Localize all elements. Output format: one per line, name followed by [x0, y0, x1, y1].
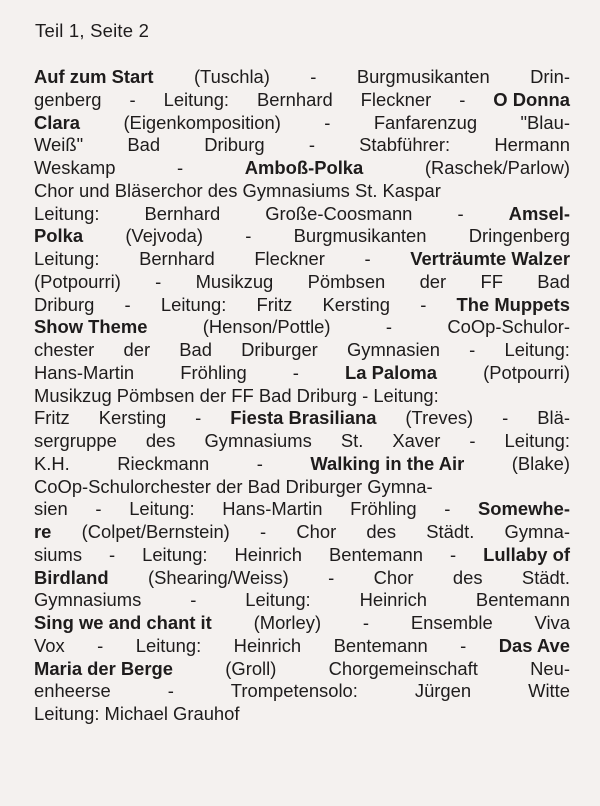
text-segment: Chor — [373, 566, 414, 588]
text-segment: Driburger — [241, 339, 318, 360]
text-segment: Hermann — [494, 134, 570, 156]
text-segment: Neu- — [530, 657, 570, 679]
text-segment: Driburg — [204, 134, 265, 156]
text-segment: Vox — [34, 634, 65, 656]
text-segment: Dringenberg — [468, 225, 570, 247]
text-line — [34, 521, 570, 544]
text-segment: Leitung: — [245, 589, 311, 611]
text-segment: Xaver — [392, 430, 441, 451]
text-segment: Hans-Martin — [222, 498, 323, 520]
text-segment: Weskamp — [34, 157, 116, 178]
text-segment: (Potpourri) — [483, 361, 570, 383]
text-segment: - — [260, 521, 267, 542]
song-title: Fiesta Brasiliana — [230, 407, 377, 429]
text-segment: Drin- — [530, 66, 570, 87]
text-segment: Musikzug Pömbsen der FF Bad Driburg - Leitung: — [34, 384, 439, 406]
text-segment: (Shearing/Weiss) — [147, 566, 289, 588]
text-line — [34, 635, 570, 658]
text-segment: Ensemble — [410, 612, 493, 633]
text-segment: "Blau- — [520, 111, 570, 133]
song-title: Polka — [34, 225, 84, 247]
text-segment: - — [256, 452, 263, 474]
song-title: Amsel- — [508, 202, 570, 224]
text-segment: (Colpet/Bernstein) — [81, 521, 230, 542]
song-title: Auf zum Start — [34, 66, 154, 87]
text-segment: Bad — [537, 270, 570, 292]
text-segment: CoOp-Schulor- — [447, 316, 570, 338]
text-segment: siums — [34, 543, 83, 565]
text-line — [34, 134, 570, 157]
text-segment: Städt. — [521, 566, 570, 588]
text-segment: des — [366, 521, 397, 542]
text-segment: - — [167, 680, 174, 702]
text-segment: sergruppe — [34, 430, 117, 451]
text-segment: Driburg — [34, 293, 95, 315]
text-segment: (Treves) — [405, 407, 474, 429]
text-line — [34, 271, 570, 294]
text-segment: Fanfarenzug — [373, 111, 478, 133]
song-title: Birdland — [34, 566, 109, 588]
text-line — [34, 453, 570, 476]
text-segment: - — [195, 407, 202, 429]
text-segment: Fröhling — [180, 361, 247, 383]
text-segment: Pömbsen — [307, 270, 386, 292]
text-segment: - — [177, 157, 184, 178]
text-segment: Witte — [528, 680, 570, 702]
text-segment: Chorgemeinschaft — [328, 657, 478, 679]
text-segment: Gymnasiums — [34, 589, 142, 611]
text-line — [34, 339, 570, 362]
text-segment: (Blake) — [511, 452, 570, 474]
text-line — [34, 294, 570, 317]
text-segment: - — [109, 543, 116, 565]
text-segment: Gymnasiums — [204, 430, 312, 451]
text-segment: Große-Coosmann — [265, 202, 413, 224]
text-line — [34, 112, 570, 135]
text-segment: Leitung: Michael Grauhof — [34, 703, 240, 724]
text-segment: - — [444, 498, 451, 520]
text-segment: - — [502, 407, 509, 429]
text-segment: - — [457, 202, 464, 224]
text-segment: Leitung: — [160, 293, 227, 315]
text-line — [34, 589, 570, 612]
text-segment: Kersting — [322, 293, 390, 315]
text-segment: - — [450, 543, 457, 565]
song-title: Verträumte Walzer — [410, 248, 570, 269]
text-segment: - — [469, 339, 476, 360]
text-segment: Bentemann — [475, 589, 570, 611]
text-segment: Heinrich — [359, 589, 428, 611]
text-line — [34, 385, 570, 408]
text-segment: Leitung: — [135, 634, 202, 656]
text-segment: Leitung: — [34, 248, 100, 269]
program-text — [34, 66, 570, 726]
text-segment: (Potpourri) — [34, 270, 121, 292]
text-segment: (Tuschla) — [193, 66, 270, 87]
song-title: Sing we and chant it — [34, 612, 212, 633]
text-segment: - — [469, 430, 476, 451]
text-segment: - — [124, 293, 131, 315]
page-header: Teil 1, Seite 2 — [35, 20, 150, 41]
text-line — [34, 703, 570, 726]
text-line — [34, 680, 570, 703]
text-line — [34, 658, 570, 681]
song-title: re — [34, 521, 52, 542]
text-segment: Hans-Martin — [34, 361, 135, 383]
text-segment: - — [460, 634, 467, 656]
text-segment: Heinrich — [234, 543, 302, 565]
text-segment: Leitung: — [142, 543, 208, 565]
text-segment: Bad — [127, 134, 161, 156]
song-title: Lullaby of — [483, 543, 570, 565]
text-line — [34, 316, 570, 339]
text-segment: Bernhard — [144, 202, 221, 224]
text-segment: Fritz — [34, 407, 70, 429]
text-segment: Stabführer: — [359, 134, 451, 156]
text-segment: Weiß" — [34, 134, 84, 156]
text-segment: Burgmusikanten — [356, 66, 490, 87]
text-segment: Viva — [534, 612, 570, 633]
text-segment: Bad — [179, 339, 212, 360]
text-line — [34, 157, 570, 180]
text-segment: Gymna- — [504, 521, 570, 542]
text-segment: St. — [340, 430, 364, 451]
text-segment: - — [362, 612, 370, 633]
text-segment: Jürgen — [414, 680, 472, 702]
song-title: Walking in the Air — [310, 452, 465, 474]
text-line — [34, 430, 570, 453]
text-segment: - — [385, 316, 392, 338]
text-line — [34, 203, 570, 226]
text-segment: Fritz — [256, 293, 293, 315]
song-title: Somewhe- — [478, 498, 570, 520]
text-segment: Leitung: — [504, 430, 570, 451]
text-segment: (Henson/Pottle) — [202, 316, 331, 338]
text-segment: Fröhling — [350, 498, 417, 520]
song-title: O Donna — [493, 88, 570, 110]
text-segment: - — [97, 634, 104, 656]
text-segment: (Morley) — [253, 612, 322, 633]
song-title: Das Ave — [498, 634, 570, 656]
song-title: Clara — [34, 111, 81, 133]
text-segment: FF — [480, 270, 503, 292]
text-segment: - — [310, 66, 317, 87]
text-segment: Rieckmann — [117, 452, 210, 474]
text-line — [34, 362, 570, 385]
text-line — [34, 89, 570, 112]
text-segment: - — [308, 134, 315, 156]
text-line — [34, 66, 570, 89]
text-segment: genberg — [34, 88, 102, 110]
song-title: La Paloma — [345, 361, 438, 383]
text-segment: K.H. — [34, 452, 70, 474]
text-segment: Chor und Bläserchor des Gymnasiums St. Kaspar — [34, 179, 441, 201]
text-line — [34, 476, 570, 499]
text-segment: Gymnasien — [346, 339, 440, 360]
text-segment: CoOp-Schulorchester der Bad Driburger Gymna- — [34, 475, 433, 497]
text-segment: Heinrich — [233, 634, 302, 656]
text-segment: des — [452, 566, 483, 588]
text-segment: Chor — [296, 521, 337, 542]
text-segment: Leitung: — [34, 202, 100, 224]
text-segment: Trompetensolo: — [230, 680, 358, 702]
text-segment: Leitung: — [163, 88, 230, 110]
text-segment: - — [364, 248, 371, 269]
text-line — [34, 180, 570, 203]
text-segment: Kersting — [98, 407, 167, 429]
text-segment: - — [190, 589, 197, 611]
song-title: The Muppets — [456, 293, 570, 315]
text-segment: - — [95, 498, 102, 520]
text-segment: (Groll) — [225, 657, 277, 679]
text-line — [34, 567, 570, 590]
text-segment: Blä- — [537, 407, 570, 429]
text-segment: chester — [34, 339, 95, 360]
text-segment: Fleckner — [360, 88, 432, 110]
text-segment: Fleckner — [254, 248, 325, 269]
text-segment: - — [328, 566, 335, 588]
text-segment: (Eigenkomposition) — [123, 111, 281, 133]
text-segment: - — [420, 293, 427, 315]
text-segment: der — [419, 270, 447, 292]
text-segment: Bentemann — [328, 543, 424, 565]
text-segment: der — [123, 339, 151, 360]
text-segment: des — [145, 430, 176, 451]
text-segment: enheerse — [34, 680, 111, 702]
text-segment: Burgmusikanten — [293, 225, 427, 247]
text-segment: (Raschek/Parlow) — [424, 157, 570, 178]
text-segment: - — [245, 225, 252, 247]
text-segment: Leitung: — [129, 498, 195, 520]
text-segment: - — [459, 88, 466, 110]
text-line — [34, 544, 570, 567]
text-segment: Bernhard — [257, 88, 333, 110]
text-segment: sien — [34, 498, 68, 520]
text-segment: - — [155, 270, 162, 292]
text-line — [34, 612, 570, 635]
text-segment: Musikzug — [195, 270, 274, 292]
text-segment: - — [292, 361, 299, 383]
text-segment: Leitung: — [504, 339, 570, 360]
text-line — [34, 225, 570, 248]
song-title: Amboß-Polka — [244, 157, 364, 178]
text-segment: (Vejvoda) — [125, 225, 204, 247]
song-title: Maria der Berge — [34, 657, 174, 679]
text-segment: - — [324, 111, 331, 133]
song-title: Show Theme — [34, 316, 148, 338]
text-segment: Städt. — [426, 521, 475, 542]
text-segment: - — [129, 88, 136, 110]
text-segment: Bernhard — [139, 248, 215, 269]
text-line — [34, 407, 570, 430]
text-line — [34, 248, 570, 271]
text-line — [34, 498, 570, 521]
text-segment: Bentemann — [333, 634, 428, 656]
